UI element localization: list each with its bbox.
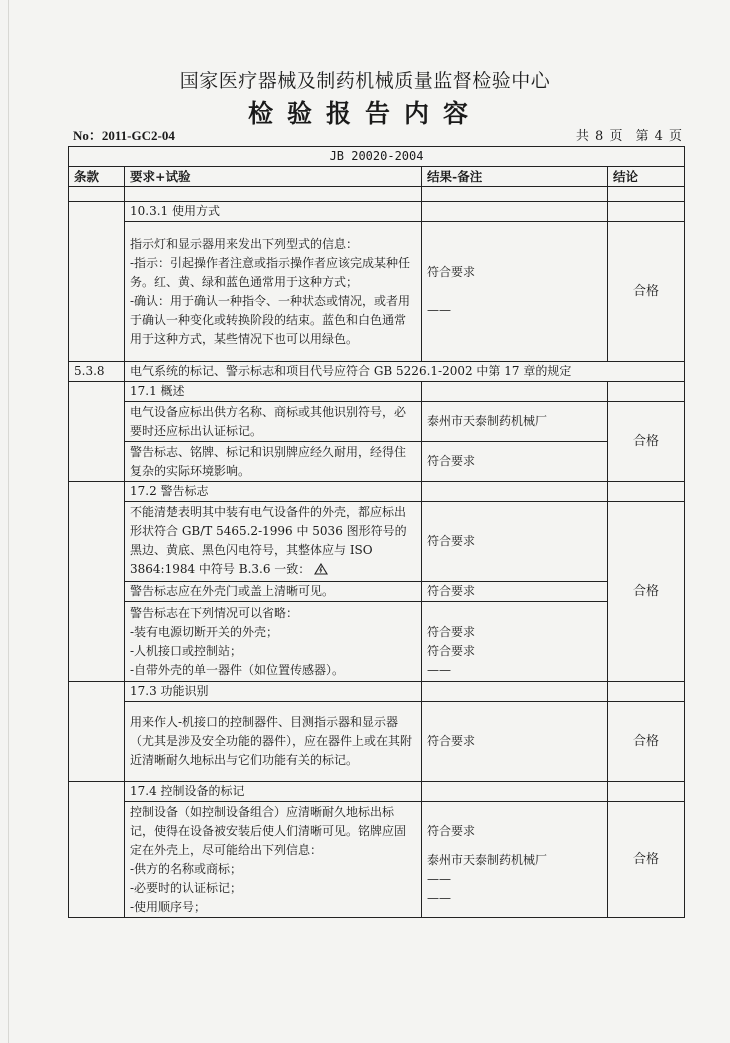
clause-number: 5.3.8	[69, 362, 125, 382]
standard-number: JB 20020-2004	[69, 147, 685, 167]
result-text: 泰州市天泰制药机械厂	[422, 402, 608, 442]
requirement-cell	[125, 502, 422, 582]
clause-text: 电气系统的标记、警示标志和项目代号应符合 GB 5226.1-2002 中第 17 章的规定	[125, 362, 685, 382]
result-text: 泰州市天泰制药机械厂	[427, 852, 548, 867]
section-title: 17.2 警告标志	[125, 482, 422, 502]
result-text: ——	[427, 662, 451, 677]
result-text: 符合要求	[427, 643, 476, 658]
requirement-text: 警告标志在下列情况可以省略： -装有电源切断开关的外壳； -人机接口或控制站； -自带外壳的单一器件（如位置传感器）。	[125, 602, 422, 682]
table-row	[69, 402, 685, 442]
conclusion: 合格	[608, 222, 685, 362]
conclusion: 合格	[608, 402, 685, 482]
requirement-text: 指示灯和显示器用来发出下列型式的信息： -指示：引起操作者注意或指示操作者应该完成某种任务。红、黄、绿和蓝色通常用于这种方式； -确认：用于确认一种指令、一种状态或情况，或者用于确认一种变化或转换阶段的结束。蓝色和白色通常用于这种方式，某些情况下也可以用绿色。	[125, 222, 422, 362]
table-row	[69, 602, 685, 682]
result-text: 符合要求	[422, 702, 608, 782]
table-row	[69, 442, 685, 482]
result-text: ——	[427, 303, 451, 317]
result-text: 符合要求	[427, 624, 476, 639]
document-title: 检验报告内容	[247, 99, 482, 128]
table-row	[69, 502, 685, 582]
requirement-text: 电气设备应标出供方名称、商标或其他识别符号，必要时还应标出认证标记。	[125, 402, 422, 442]
result-text: 符合要求	[422, 502, 608, 582]
column-header-clause: 条款	[69, 167, 125, 187]
requirement-text: 不能清楚表明其中装有电气设备件的外壳，都应标出形状符合 GB/T 5465.2-1996 中 5036 图形符号的黑边、黄底、黑色闪电符号，其整体应与 ISO 3864:1984 中符号 B.3.6 一致：	[130, 504, 407, 576]
conclusion: 合格	[608, 702, 685, 782]
table-row	[69, 802, 685, 918]
result-cell	[422, 802, 608, 918]
result-text: 符合要求	[422, 582, 608, 602]
spacer-row	[69, 187, 685, 202]
result-text: 符合要求	[427, 265, 476, 279]
page-edge	[8, 0, 9, 1043]
section-title-row	[69, 682, 685, 702]
section-title: 17.3 功能识别	[125, 682, 422, 702]
result-text: ——	[427, 871, 451, 886]
result-text: 符合要求	[422, 442, 608, 482]
column-header-result: 结果-备注	[422, 167, 608, 187]
page-info: 共 8 页 第 4 页	[575, 129, 682, 144]
result-text: 符合要求	[427, 823, 476, 838]
section-title: 17.4 控制设备的标记	[125, 782, 422, 802]
section-title-row	[69, 782, 685, 802]
section-title-row	[69, 382, 685, 402]
section-title-row	[69, 482, 685, 502]
requirement-text: 警告标志应在外壳门或盖上清晰可见。	[125, 582, 422, 602]
table-row	[69, 222, 685, 362]
section-title: 17.1 概述	[125, 382, 422, 402]
header-row	[69, 167, 685, 187]
section-title-row	[69, 202, 685, 222]
conclusion: 合格	[608, 802, 685, 918]
column-header-requirement: 要求+试验	[125, 167, 422, 187]
result-cell	[422, 602, 608, 682]
warning-triangle-icon	[314, 562, 328, 581]
result-text: ——	[427, 890, 451, 905]
table-row	[69, 582, 685, 602]
requirement-text: 用来作人-机接口的控制器件、目测指示器和显示器（尤其是涉及安全功能的器件），应在器件上或在其附近清晰耐久地标出与它们功能有关的标记。	[125, 702, 422, 782]
requirement-text: 警告标志、铭牌、标记和识别牌应经久耐用，经得住复杂的实际环境影响。	[125, 442, 422, 482]
result-cell	[422, 222, 608, 362]
standard-row	[69, 147, 685, 167]
column-header-conclusion: 结论	[608, 167, 685, 187]
table-row	[69, 702, 685, 782]
requirement-text: 控制设备（如控制设备组合）应清晰耐久地标出标记，使得在设备被安装后使人们清晰可见。铭牌应固定在外壳上，尽可能给出下列信息： -供方的名称或商标； -必要时的认证标记； -使用顺序号；	[125, 802, 422, 918]
section-title: 10.3.1 使用方式	[125, 202, 422, 222]
conclusion: 合格	[608, 502, 685, 682]
clause-cell	[69, 202, 125, 362]
report-number: No：2011-GC2-04	[73, 128, 175, 143]
inspection-table	[68, 146, 685, 918]
organization-title: 国家医疗器械及制药机械质量监督检验中心	[179, 70, 551, 92]
clause-row	[69, 362, 685, 382]
